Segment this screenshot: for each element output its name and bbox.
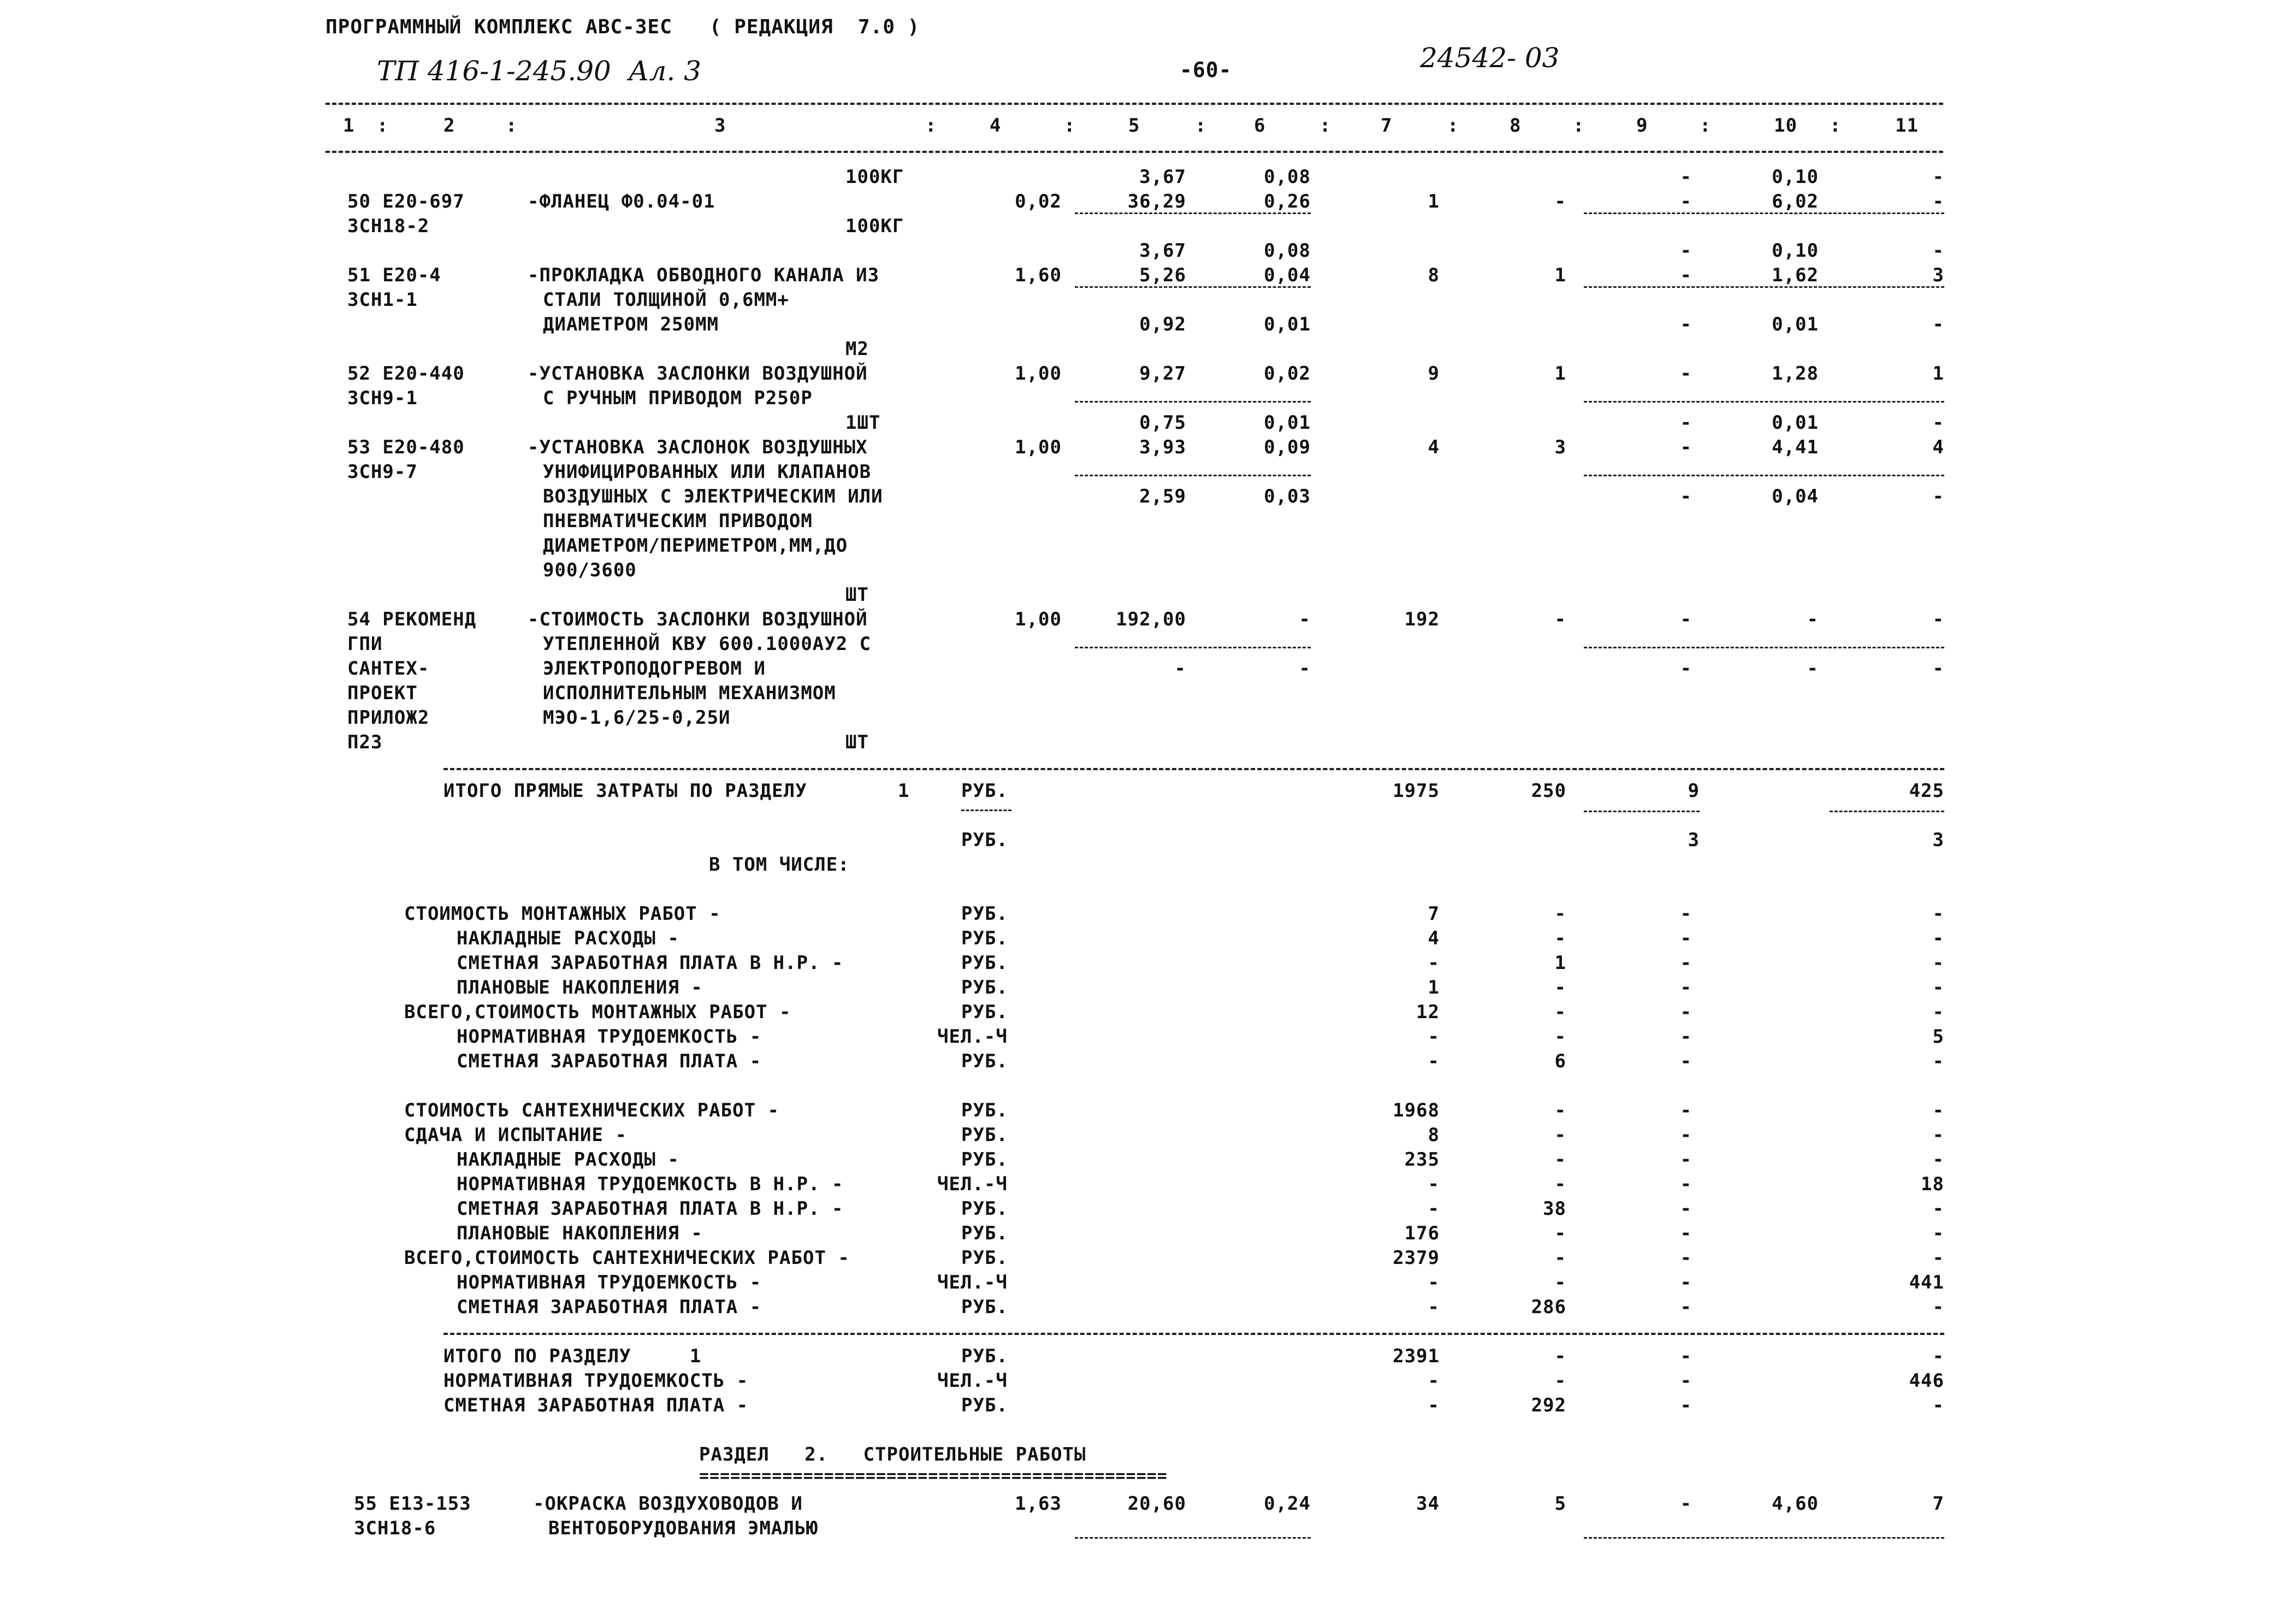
row-c6-value: 0,08 [1264, 166, 1311, 188]
row-description: -ФЛАНЕЦ Ф0.04-01 [528, 191, 715, 212]
summary-c9: - [1680, 1395, 1692, 1416]
summary-c7: - [1428, 1296, 1440, 1318]
row-description: МЭО-1,6/25-0,25И [543, 707, 731, 729]
row-c5-value: 20,60 [1127, 1493, 1186, 1515]
row-unit: 1ШТ [845, 412, 881, 434]
row-c4-value: 0,02 [1015, 191, 1062, 212]
sub-divider [1584, 475, 1944, 476]
row-c10-value: 1,62 [1772, 264, 1819, 286]
sub-divider [1075, 286, 1311, 288]
section-total-c11b: 3 [1932, 829, 1944, 851]
row-c10-value: 6,02 [1772, 191, 1819, 212]
summary-label: НОРМАТИВНАЯ ТРУДОЕМКОСТЬ - [457, 1272, 762, 1293]
row-description: С РУЧНЫМ ПРИВОДОМ Р250Р [543, 387, 813, 409]
row-c10-value: 0,04 [1772, 486, 1819, 507]
summary-c7: - [1428, 1395, 1440, 1416]
row-description: ВОЗДУШНЫХ С ЭЛЕКТРИЧЕСКИМ ИЛИ [543, 486, 883, 507]
summary-unit: РУБ. [961, 1001, 1008, 1023]
summary-label: НАКЛАДНЫЕ РАСХОДЫ - [457, 1149, 679, 1171]
row-c10-value: 0,10 [1772, 166, 1819, 188]
row-c5-value: - [1174, 658, 1186, 679]
summary-unit: РУБ. [961, 1149, 1008, 1171]
doc-code: ТП 416-1-245.90 Ал. 3 [377, 55, 701, 87]
row-c10-value: 0,01 [1772, 314, 1819, 335]
sub-divider [1075, 212, 1311, 214]
column-header-10: 10 [1774, 115, 1797, 137]
summary-c7: - [1428, 1050, 1440, 1072]
column-separator: : [925, 115, 937, 137]
summary-c8: - [1554, 1222, 1566, 1244]
summary-c8: - [1554, 1001, 1566, 1023]
column-separator: : [377, 115, 389, 137]
summary-c7: - [1428, 1026, 1440, 1048]
row-c10-value: 0,01 [1772, 412, 1819, 434]
row-description: УНИФИЦИРОВАННЫХ ИЛИ КЛАПАНОВ [543, 461, 872, 483]
row-c9-value: - [1680, 166, 1692, 188]
summary-label: ПЛАНОВЫЕ НАКОПЛЕНИЯ - [457, 977, 703, 998]
row-description: 900/3600 [543, 559, 637, 581]
row-c11-value: - [1932, 658, 1944, 679]
row-description: ДИАМЕТРОМ/ПЕРИМЕТРОМ,ММ,ДО [543, 535, 848, 557]
column-separator: : [1064, 115, 1076, 137]
section-total-c11: 425 [1909, 780, 1944, 802]
summary-c9: - [1680, 1124, 1692, 1146]
row-c5-value: 9,27 [1139, 363, 1186, 385]
sub-divider [1584, 647, 1944, 648]
summary-c8: - [1554, 1247, 1566, 1269]
row-c11-value: 7 [1932, 1493, 1944, 1515]
row-c8-value: - [1554, 191, 1566, 212]
column-header-4: 4 [990, 115, 1002, 137]
row-c9-value: - [1680, 1493, 1692, 1515]
row-c9-value: - [1680, 240, 1692, 262]
summary-c8: - [1554, 1173, 1566, 1195]
column-separator: : [1195, 115, 1207, 137]
summary-c9: - [1680, 1173, 1692, 1195]
summary-label: СДАЧА И ИСПЫТАНИЕ - [404, 1124, 627, 1146]
total-underline [1584, 811, 1700, 812]
row-c4-value: 1,63 [1015, 1493, 1062, 1515]
summary-c11: - [1932, 1296, 1944, 1318]
row-c11-value: - [1932, 166, 1944, 188]
column-header-5: 5 [1128, 115, 1140, 137]
section-total-num: 1 [898, 780, 910, 802]
summary-unit: РУБ. [961, 1124, 1008, 1146]
column-header-3: 3 [714, 115, 726, 137]
row-c5-value: 0,92 [1139, 314, 1186, 335]
summary-label: ИТОГО ПО РАЗДЕЛУ 1 [443, 1345, 702, 1367]
summary-unit: ЧЕЛ.-Ч [937, 1370, 1008, 1392]
summary-c9: - [1680, 1100, 1692, 1121]
row-c6-value: 0,08 [1264, 240, 1311, 262]
summary-c7: 2379 [1393, 1247, 1440, 1269]
row-code: 52 Е20-440 [347, 363, 465, 385]
section-divider [443, 1333, 1944, 1335]
summary-c7: 2391 [1393, 1345, 1440, 1367]
summary-unit: РУБ. [961, 903, 1008, 925]
section-total-c7: 1975 [1393, 780, 1440, 802]
row-description: -УСТАНОВКА ЗАСЛОНКИ ВОЗДУШНОЙ [528, 363, 868, 385]
summary-c9: - [1680, 952, 1692, 974]
summary-c9: - [1680, 1296, 1692, 1318]
row-code: 3СН9-7 [347, 461, 418, 483]
summary-unit: РУБ. [961, 1247, 1008, 1269]
summary-label: ПЛАНОВЫЕ НАКОПЛЕНИЯ - [457, 1222, 703, 1244]
section-total-unit: РУБ. [961, 780, 1008, 802]
section-total-label: ИТОГО ПРЯМЫЕ ЗАТРАТЫ ПО РАЗДЕЛУ [443, 780, 807, 802]
row-c5-value: 0,75 [1139, 412, 1186, 434]
summary-label: ВСЕГО,СТОИМОСТЬ САНТЕХНИЧЕСКИХ РАБОТ - [404, 1247, 850, 1269]
row-code: 3СН18-6 [354, 1517, 436, 1539]
row-code: 50 Е20-697 [347, 191, 465, 212]
section2-underline: ============================================= [699, 1467, 1168, 1486]
summary-c7: - [1428, 1173, 1440, 1195]
section2-title: РАЗДЕЛ 2. СТРОИТЕЛЬНЫЕ РАБОТЫ [699, 1444, 1086, 1466]
summary-label: СТОИМОСТЬ САНТЕХНИЧЕСКИХ РАБОТ - [404, 1100, 780, 1121]
summary-c8: 38 [1543, 1198, 1566, 1220]
row-c7-value: 34 [1416, 1493, 1440, 1515]
row-c11-value: 3 [1932, 264, 1944, 286]
row-c10-value: 4,60 [1772, 1493, 1819, 1515]
row-c6-value: 0,04 [1264, 264, 1311, 286]
sub-divider [1075, 1537, 1311, 1539]
summary-c11: - [1932, 1149, 1944, 1171]
summary-c7: 4 [1428, 927, 1440, 949]
page-number: -60- [1180, 58, 1232, 82]
summary-c8: 292 [1531, 1395, 1566, 1416]
row-c9-value: - [1680, 412, 1692, 434]
handwritten-number: 24542- 03 [1420, 42, 1560, 74]
summary-c11: - [1932, 1124, 1944, 1146]
section-total-c8: 250 [1531, 780, 1566, 802]
summary-c11: 441 [1909, 1272, 1944, 1293]
row-c7-value: 192 [1404, 608, 1440, 630]
row-c8-value: 1 [1554, 363, 1566, 385]
row-c6-value: 0,09 [1264, 436, 1311, 458]
summary-label: СМЕТНАЯ ЗАРАБОТНАЯ ПЛАТА В Н.Р. - [457, 1198, 844, 1220]
summary-c9: - [1680, 927, 1692, 949]
row-c4-value: 1,00 [1015, 608, 1062, 630]
summary-c7: - [1428, 1370, 1440, 1392]
summary-c11: - [1932, 1001, 1944, 1023]
summary-c7: 1968 [1393, 1100, 1440, 1121]
row-c9-value: - [1680, 436, 1692, 458]
row-c9-value: - [1680, 658, 1692, 679]
summary-c9: - [1680, 977, 1692, 998]
summary-c9: - [1680, 1345, 1692, 1367]
summary-c11: - [1932, 903, 1944, 925]
row-c10-value: 1,28 [1772, 363, 1819, 385]
summary-unit: РУБ. [961, 977, 1008, 998]
summary-c8: - [1554, 1124, 1566, 1146]
unit-underline [961, 810, 1011, 811]
row-code: 54 РЕКОМЕНД [347, 608, 477, 630]
row-unit: ШТ [845, 731, 869, 753]
summary-unit: РУБ. [961, 1100, 1008, 1121]
row-description: ПНЕВМАТИЧЕСКИМ ПРИВОДОМ [543, 510, 813, 532]
row-c4-value: 1,00 [1015, 363, 1062, 385]
row-code: САНТЕХ- [347, 658, 430, 679]
row-c11-value: - [1932, 314, 1944, 335]
summary-c11: 5 [1932, 1026, 1944, 1048]
row-c8-value: 1 [1554, 264, 1566, 286]
row-c6-value: 0,24 [1264, 1493, 1311, 1515]
row-c6-value: 0,26 [1264, 191, 1311, 212]
summary-c8: - [1554, 1026, 1566, 1048]
row-description: ДИАМЕТРОМ 250ММ [543, 314, 719, 335]
row-description: ВЕНТОБОРУДОВАНИЯ ЭМАЛЬЮ [548, 1517, 818, 1539]
column-separator: : [1319, 115, 1332, 137]
row-c6-value: 0,03 [1264, 486, 1311, 507]
summary-unit: РУБ. [961, 927, 1008, 949]
row-c10-value: 4,41 [1772, 436, 1819, 458]
summary-c9: - [1680, 1198, 1692, 1220]
summary-c7: 12 [1416, 1001, 1440, 1023]
summary-c11: 446 [1909, 1370, 1944, 1392]
summary-unit: РУБ. [961, 952, 1008, 974]
column-header-2: 2 [443, 115, 455, 137]
summary-c11: - [1932, 1345, 1944, 1367]
sub-divider [1584, 401, 1944, 403]
row-unit: М2 [845, 338, 869, 360]
column-separator: : [1447, 115, 1459, 137]
column-header-6: 6 [1254, 115, 1266, 137]
row-c5-value: 2,59 [1139, 486, 1186, 507]
summary-c11: - [1932, 927, 1944, 949]
summary-label: СМЕТНАЯ ЗАРАБОТНАЯ ПЛАТА - [443, 1395, 749, 1416]
sub-divider [1584, 212, 1944, 214]
row-c11-value: 4 [1932, 436, 1944, 458]
summary-c8: - [1554, 977, 1566, 998]
summary-c9: - [1680, 1026, 1692, 1048]
row-unit: 100КГ [845, 215, 904, 237]
row-description: СТАЛИ ТОЛЩИНОЙ 0,6ММ+ [543, 289, 789, 311]
row-code: П23 [347, 731, 383, 753]
row-description: -УСТАНОВКА ЗАСЛОНОК ВОЗДУШНЫХ [528, 436, 868, 458]
row-description: -ПРОКЛАДКА ОБВОДНОГО КАНАЛА ИЗ [528, 264, 880, 286]
summary-label: СМЕТНАЯ ЗАРАБОТНАЯ ПЛАТА - [457, 1050, 762, 1072]
row-c5-value: 3,93 [1139, 436, 1186, 458]
header-rule-bottom [326, 151, 1943, 153]
row-c10-value: - [1807, 608, 1819, 630]
row-code: ПРИЛОЖ2 [347, 707, 430, 729]
row-c7-value: 9 [1428, 363, 1440, 385]
row-c11-value: - [1932, 412, 1944, 434]
program-title: ПРОГРАММНЫЙ КОМПЛЕКС АВС-3ЕС ( РЕДАКЦИЯ 7.0 ) [326, 16, 920, 38]
summary-c7: 235 [1404, 1149, 1440, 1171]
row-code: 55 Е13-153 [354, 1493, 471, 1515]
summary-c9: - [1680, 1001, 1692, 1023]
row-code: 53 Е20-480 [347, 436, 465, 458]
row-c9-value: - [1680, 486, 1692, 507]
summary-label: НОРМАТИВНАЯ ТРУДОЕМКОСТЬ - [443, 1370, 749, 1392]
summary-c7: - [1428, 952, 1440, 974]
summary-c11: - [1932, 952, 1944, 974]
row-code: ПРОЕКТ [347, 682, 418, 704]
summary-label: НОРМАТИВНАЯ ТРУДОЕМКОСТЬ - [457, 1026, 762, 1048]
row-code: 3СН1-1 [347, 289, 418, 311]
row-c8-value: 3 [1554, 436, 1566, 458]
row-c5-value: 3,67 [1139, 166, 1186, 188]
section-divider [443, 768, 1944, 770]
row-c11-value: - [1932, 486, 1944, 507]
row-c9-value: - [1680, 264, 1692, 286]
subhead-including: В ТОМ ЧИСЛЕ: [709, 854, 850, 876]
summary-c8: - [1554, 1272, 1566, 1293]
summary-c9: - [1680, 1222, 1692, 1244]
row-c8-value: 5 [1554, 1493, 1566, 1515]
row-c9-value: - [1680, 363, 1692, 385]
summary-unit: РУБ. [961, 1198, 1008, 1220]
header-rule-top [326, 103, 1943, 105]
summary-c8: - [1554, 927, 1566, 949]
row-description: ЭЛЕКТРОПОДОГРЕВОМ И [543, 658, 766, 679]
row-c5-value: 192,00 [1116, 608, 1186, 630]
row-c5-value: 5,26 [1139, 264, 1186, 286]
summary-c11: 18 [1921, 1173, 1944, 1195]
row-c7-value: 8 [1428, 264, 1440, 286]
row-c9-value: - [1680, 314, 1692, 335]
column-separator: : [1573, 115, 1585, 137]
summary-c8: - [1554, 1149, 1566, 1171]
row-unit: 100КГ [845, 166, 904, 188]
summary-c9: - [1680, 1050, 1692, 1072]
summary-c9: - [1680, 1149, 1692, 1171]
column-separator: : [1700, 115, 1712, 137]
summary-c7: 176 [1404, 1222, 1440, 1244]
column-header-8: 8 [1510, 115, 1522, 137]
section-total-unit2: РУБ. [961, 829, 1008, 851]
row-description: -ОКРАСКА ВОЗДУХОВОДОВ И [533, 1493, 803, 1515]
row-c6-value: - [1299, 608, 1311, 630]
summary-c11: - [1932, 1247, 1944, 1269]
summary-c9: - [1680, 1247, 1692, 1269]
row-c4-value: 1,00 [1015, 436, 1062, 458]
row-code: 3СН9-1 [347, 387, 418, 409]
summary-unit: РУБ. [961, 1345, 1008, 1367]
row-c7-value: 4 [1428, 436, 1440, 458]
summary-unit: РУБ. [961, 1222, 1008, 1244]
summary-label: СМЕТНАЯ ЗАРАБОТНАЯ ПЛАТА В Н.Р. - [457, 952, 844, 974]
summary-unit: РУБ. [961, 1296, 1008, 1318]
row-description: -СТОИМОСТЬ ЗАСЛОНКИ ВОЗДУШНОЙ [528, 608, 868, 630]
summary-c7: 7 [1428, 903, 1440, 925]
row-description: УТЕПЛЕННОЙ КВУ 600.1000АУ2 С [543, 633, 872, 655]
sub-divider [1584, 1537, 1944, 1539]
summary-unit: РУБ. [961, 1395, 1008, 1416]
row-c6-value: 0,01 [1264, 412, 1311, 434]
section-total-c9: 9 [1688, 780, 1700, 802]
row-code: ГПИ [347, 633, 383, 655]
summary-c11: - [1932, 977, 1944, 998]
row-c11-value: 1 [1932, 363, 1944, 385]
row-c6-value: 0,01 [1264, 314, 1311, 335]
sub-divider [1075, 475, 1311, 476]
summary-c8: 1 [1554, 952, 1566, 974]
row-c11-value: - [1932, 191, 1944, 212]
sub-divider [1075, 401, 1311, 403]
summary-c8: - [1554, 1345, 1566, 1367]
summary-unit: ЧЕЛ.-Ч [937, 1026, 1008, 1048]
summary-unit: ЧЕЛ.-Ч [937, 1173, 1008, 1195]
summary-c7: 8 [1428, 1124, 1440, 1146]
section-total-c9b: 3 [1688, 829, 1700, 851]
sub-divider [1584, 286, 1944, 288]
total-underline [1830, 811, 1944, 812]
row-c9-value: - [1680, 191, 1692, 212]
summary-c11: - [1932, 1198, 1944, 1220]
summary-c8: - [1554, 1100, 1566, 1121]
summary-c8: 6 [1554, 1050, 1566, 1072]
row-c4-value: 1,60 [1015, 264, 1062, 286]
row-c7-value: 1 [1428, 191, 1440, 212]
summary-label: ВСЕГО,СТОИМОСТЬ МОНТАЖНЫХ РАБОТ - [404, 1001, 791, 1023]
summary-label: НОРМАТИВНАЯ ТРУДОЕМКОСТЬ В Н.Р. - [457, 1173, 844, 1195]
summary-label: НАКЛАДНЫЕ РАСХОДЫ - [457, 927, 679, 949]
row-c10-value: - [1807, 658, 1819, 679]
sub-divider [1075, 647, 1311, 648]
row-c5-value: 36,29 [1127, 191, 1186, 212]
summary-c9: - [1680, 903, 1692, 925]
row-code: 51 Е20-4 [347, 264, 441, 286]
summary-unit: РУБ. [961, 1050, 1008, 1072]
row-c5-value: 3,67 [1139, 240, 1186, 262]
summary-label: СМЕТНАЯ ЗАРАБОТНАЯ ПЛАТА - [457, 1296, 762, 1318]
row-c6-value: 0,02 [1264, 363, 1311, 385]
summary-label: СТОИМОСТЬ МОНТАЖНЫХ РАБОТ - [404, 903, 721, 925]
summary-c9: - [1680, 1370, 1692, 1392]
summary-c11: - [1932, 1222, 1944, 1244]
column-header-1: 1 [343, 115, 355, 137]
summary-c9: - [1680, 1272, 1692, 1293]
row-c8-value: - [1554, 608, 1566, 630]
row-unit: ШТ [845, 584, 869, 606]
row-c10-value: 0,10 [1772, 240, 1819, 262]
row-code: 3СН18-2 [347, 215, 430, 237]
summary-c11: - [1932, 1050, 1944, 1072]
row-description: ИСПОЛНИТЕЛЬНЫМ МЕХАНИЗМОМ [543, 682, 836, 704]
row-c6-value: - [1299, 658, 1311, 679]
summary-c8: - [1554, 1370, 1566, 1392]
column-separator: : [506, 115, 518, 137]
summary-c8: 286 [1531, 1296, 1566, 1318]
summary-c8: - [1554, 903, 1566, 925]
summary-c11: - [1932, 1100, 1944, 1121]
column-header-7: 7 [1381, 115, 1393, 137]
summary-c7: 1 [1428, 977, 1440, 998]
row-c9-value: - [1680, 608, 1692, 630]
column-header-11: 11 [1895, 115, 1919, 137]
summary-c7: - [1428, 1198, 1440, 1220]
summary-c7: - [1428, 1272, 1440, 1293]
summary-unit: ЧЕЛ.-Ч [937, 1272, 1008, 1293]
row-c11-value: - [1932, 240, 1944, 262]
summary-c11: - [1932, 1395, 1944, 1416]
column-separator: : [1830, 115, 1842, 137]
row-c11-value: - [1932, 608, 1944, 630]
column-header-9: 9 [1636, 115, 1648, 137]
